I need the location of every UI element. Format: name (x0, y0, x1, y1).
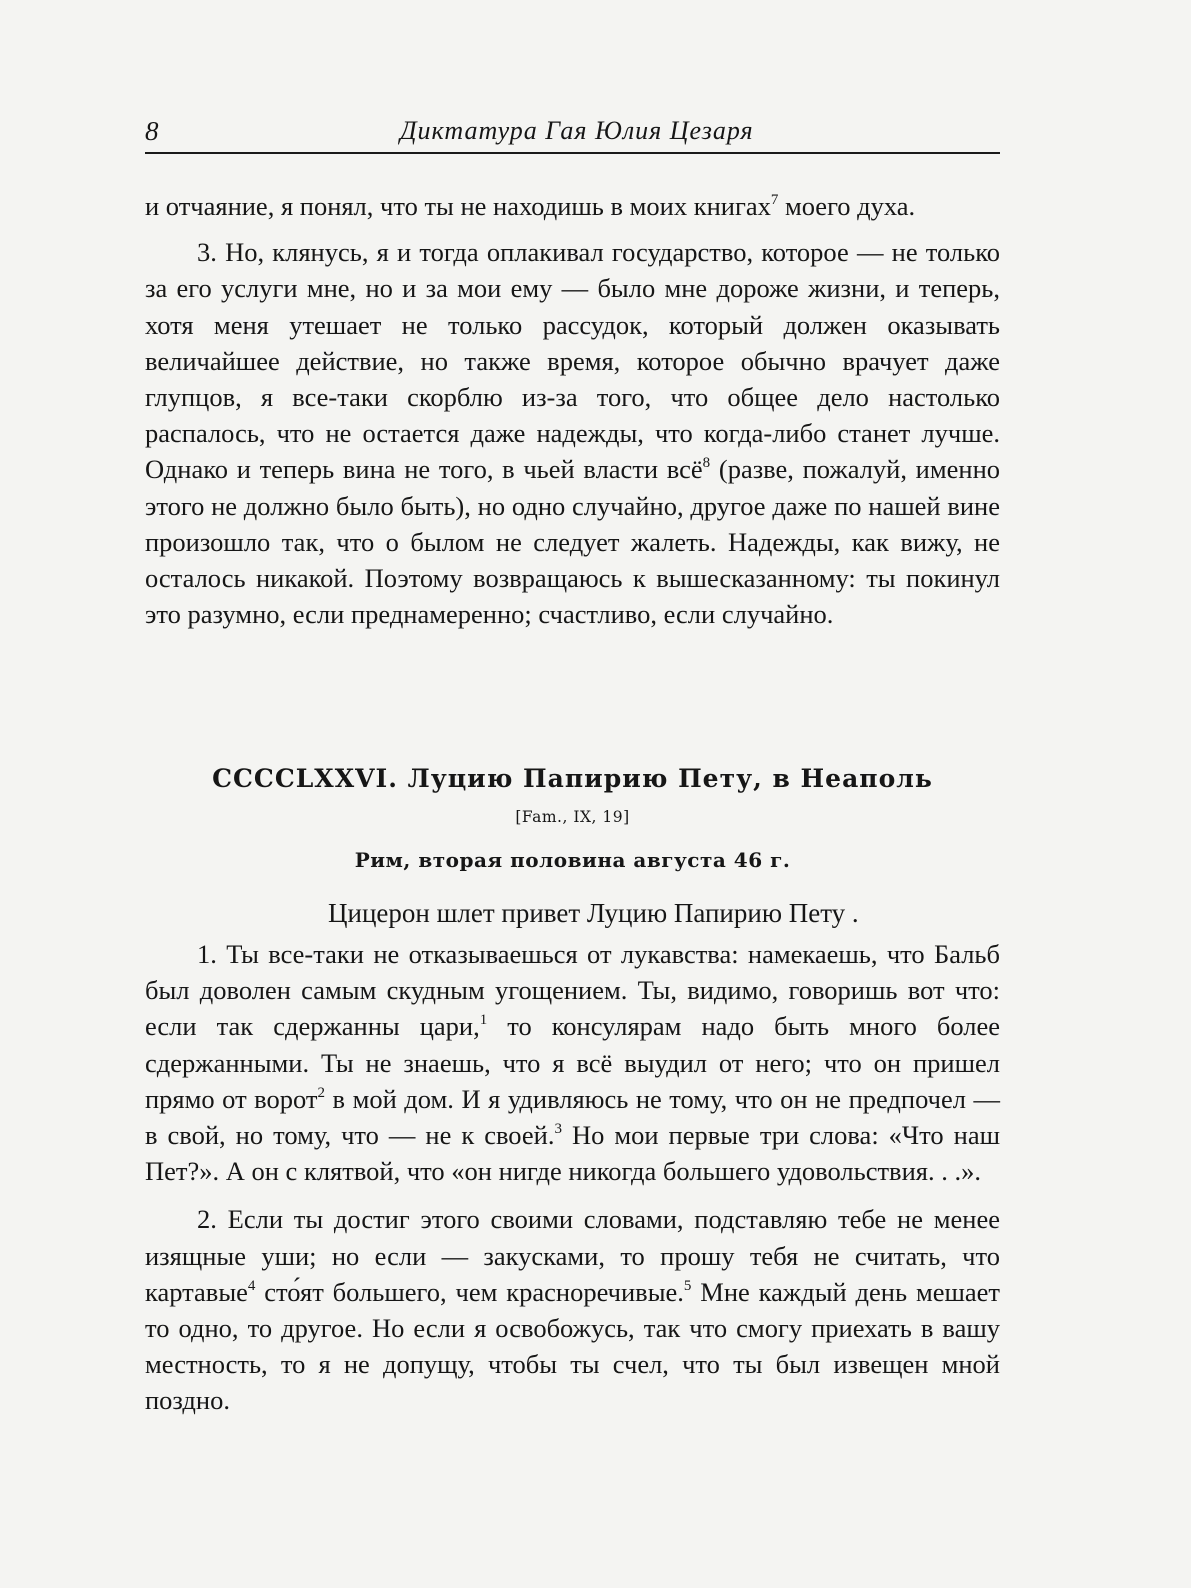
text-span: Но мои первые три слова: «Что наш Пет?». А он с клятвой, что «он нигде никогда большего удовольствия. . .». (145, 1120, 1000, 1187)
text-span: 1. Ты все-таки не отказываешься от лукавства: намекаешь, что Бальб был доволен самым скудным угощением. Ты, видимо, говоришь вот что: если так сдержанны цари, (145, 939, 1000, 1042)
text-span: то консулярам надо быть много более сдержанными. Ты не знаешь, что я всё выудил от него; что он пришел прямо от ворот (145, 1011, 1000, 1114)
text-span: 3. Но, клянусь, я и тогда оплакивал государство, которое — не только за его услуги мне, но и за мои ему — было мне дороже жизни, и теперь, хотя меня утешает не только рассудок, который должен оказывать величайшее действие, но также время, которое обычно врачует даже глупцов, я все-таки скорблю из-за того, что общее дело настолько распалось, что не остается даже надежды, что когда-либо станет лучше. Однако и теперь вина не того, в чьей власти всё (145, 237, 1000, 485)
text-span: (разве, пожалуй, именно этого не должно было быть), но одно случайно, другое даже по нашей вине произошло так, что о былом не следует жалеть. Надежды, как вижу, не осталось никакой. Поэтому возвращаюсь к вышесказанному: ты покинул это разумно, если преднамеренно; счастливо, если случайно. (145, 454, 1001, 630)
source-reference: [Fam., IX, 19] (515, 808, 630, 826)
text-span: моего духа. (778, 191, 916, 221)
text-span: и отчаяние, я понял, что ты не находишь в моих книгах (145, 191, 771, 221)
footnote-ref: 3 (554, 1121, 562, 1138)
footnote-ref: 2 (317, 1084, 325, 1101)
paragraph-3 (145, 234, 1000, 632)
running-title: Диктатура Гая Юлия Цезаря (400, 116, 754, 145)
paragraph-continuation (145, 188, 1000, 224)
continuation-text (145, 188, 1000, 632)
footnote-ref: 8 (702, 455, 711, 472)
footnote-ref: 4 (247, 1277, 256, 1294)
text-span: Мне каждый день мешает то одно, то другое. Но если я освобожусь, так что смогу приехать в вашу местность, то я не допущу, чтобы ты счел, что ты был извещен мной поздно. (145, 1276, 1000, 1416)
footnote-ref: 7 (770, 192, 779, 208)
text-span: 2. Если ты достиг этого своими словами, подставляю тебе не менее изящные уши; но если — закусками, то прошу тебя не считать, что картавые (145, 1204, 1000, 1307)
footnote-ref: 5 (683, 1277, 692, 1294)
letter-body (145, 936, 1000, 1419)
page-number: 8 (145, 116, 159, 146)
paragraph-2 (145, 1201, 1000, 1418)
letter-greeting: Цицерон шлет привет Луцию Папирию Пету . (328, 898, 859, 928)
running-head (145, 112, 1000, 154)
text-span: в мой дом. И я удивляюсь не тому, что он не предпочел — в свой, но тому, что — не к своей. (145, 1083, 1000, 1151)
footnote-ref: 1 (479, 1012, 488, 1029)
text-span: сто́ят большего, чем красноречивые. (255, 1276, 684, 1307)
letter-title: CCCCLXXVI. Луцию Папирию Пету, в Неаполь (212, 764, 933, 793)
paragraph-1 (145, 936, 1000, 1189)
letter-date: Рим, вторая половина августа 46 г. (354, 848, 791, 872)
